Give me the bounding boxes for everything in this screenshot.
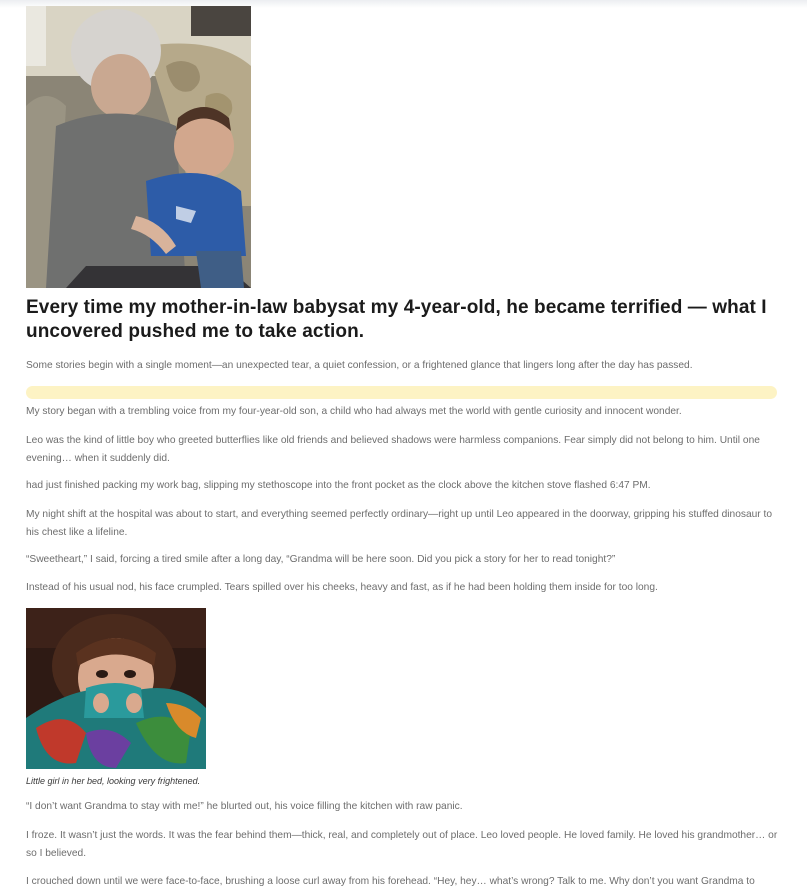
paragraph-5: “Sweetheart,” I said, forcing a tired smile after a long day, “Grandma will be here soon. Did you pick a story for her to read tonight?” <box>26 554 616 565</box>
image-caption: Little girl in her bed, looking very frightened. <box>26 776 201 786</box>
paragraph-2: Leo was the kind of little boy who greeted butterflies like old friends and believed shadows were harmless companions. Fear simply did not belong to him. Until one evening… when it suddenly did. <box>26 435 760 464</box>
paragraph-4: My night shift at the hospital was about to start, and everything seemed perfectly ordinary—right up until Leo appeared in the doorway, gripping his stuffed dinosaur to his chest like a lifeline. <box>26 509 773 538</box>
paragraph-7: “I don’t want Grandma to stay with me!” he blurted out, his voice filling the kitchen with raw panic. <box>26 801 463 812</box>
frightened-girl-photo <box>26 608 206 769</box>
paragraph-1: My story began with a trembling voice from my four-year-old son, a child who had always met the world with gentle curiosity and innocent wonder. <box>26 406 682 417</box>
paragraph-8: I froze. It wasn’t just the words. It was the fear behind them—thick, real, and completely out of place. Leo loved people. He loved family. He loved his grandmother… or so I believed. <box>26 830 778 859</box>
highlight-bar <box>26 386 777 399</box>
article-intro: Some stories begin with a single moment—an unexpected tear, a quiet confession, or a frightened glance that lingers long after the day has passed. <box>26 360 693 371</box>
paragraph-6: Instead of his usual nod, his face crumpled. Tears spilled over his cheeks, heavy and fast, as if he had been holding them inside for too long. <box>26 582 658 593</box>
paragraph-3: had just finished packing my work bag, slipping my stethoscope into the front pocket as the clock above the kitchen stove flashed 6:47 PM. <box>26 480 651 491</box>
hero-photo-grandmother-and-crying-boy <box>26 6 251 288</box>
article-title: Every time my mother-in-law babysat my 4-year-old, he became terrified — what I uncovered pushed me to take action. <box>26 297 767 342</box>
paragraph-9: I crouched down until we were face-to-face, brushing a loose curl away from his forehead. “Hey, hey… what’s wrong? Talk to me. Why don’t you want Grandma to <box>26 876 755 887</box>
